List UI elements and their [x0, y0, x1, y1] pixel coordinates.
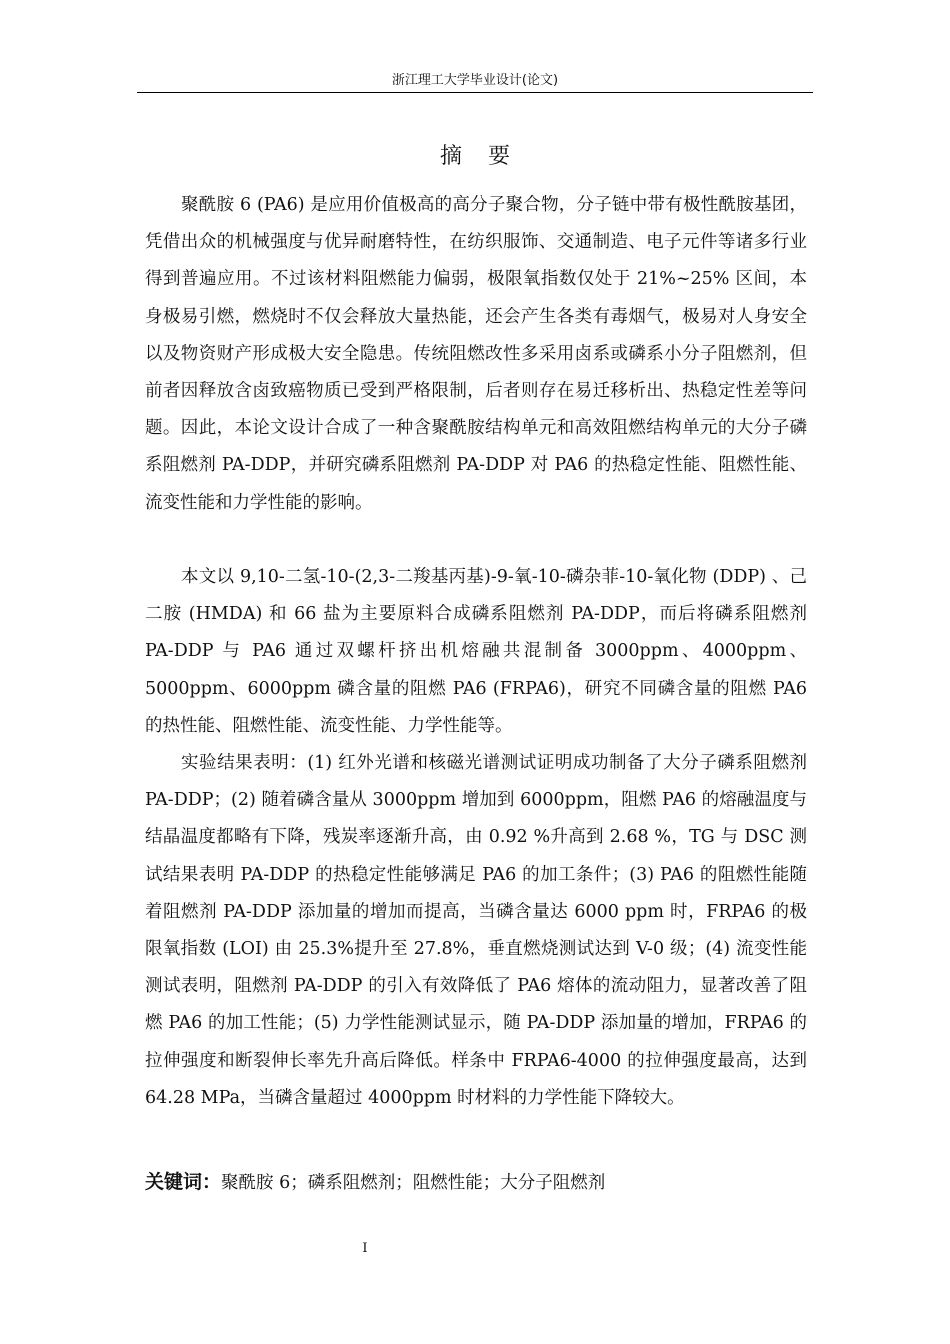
page-header: 浙江理工大学毕业设计(论文)	[391, 73, 559, 88]
header-rule	[137, 92, 813, 93]
abstract-paragraph-3: 实验结果表明：(1) 红外光谱和核磁光谱测试证明成功制备了大分子磷系阻燃剂 PA-DDP；(2) 随着磷含量从 3000ppm 增加到 6000ppm，阻燃 PA6 的熔融温度与结晶温度都略有下降，残炭率逐渐升高，由 0.92 %升高到 2.68 %，TG 与 DSC 测试结果表明 PA-DDP 的热稳定性能够满足 PA6 的加工条件；(3) PA6 的阻燃性能随着阻燃剂 PA-DDP 添加量的增加而提高，当磷含量达 6000 ppm 时，FRPA6 的极限氧指数 (LOI) 由 25.3%提升至 27.8%，垂直燃烧测试达到 V-0 级；(4) 流变性能测试表明，阻燃剂 PA-DDP 的引入有效降低了 PA6 熔体的流动阻力，显著改善了阻燃 PA6 的加工性能；(5) 力学性能测试显示，随 PA-DDP 添加量的增加，FRPA6 的拉伸强度和断裂伸长率先升高后降低。样条中 FRPA6-4000 的拉伸强度最高，达到 64.28 MPa，当磷含量超过 4000ppm 时材料的力学性能下降较大。	[145, 753, 807, 1108]
abstract-paragraph-1: 聚酰胺 6 (PA6) 是应用价值极高的高分子聚合物，分子链中带有极性酰胺基团，凭借出众的机械强度与优异耐磨特性，在纺织服饰、交通制造、电子元件等诸多行业得到普遍应用。不过该材料阻燃能力偏弱，极限氧指数仅处于 21%~25% 区间，本身极易引燃，燃烧时不仅会释放大量热能，还会产生各类有毒烟气，极易对人身安全以及物资财产形成极大安全隐患。传统阻燃改性多采用卤系或磷系小分子阻燃剂，但前者因释放含卤致癌物质已受到严格限制，后者则存在易迁移析出、热稳定性差等问题。因此，本论文设计合成了一种含聚酰胺结构单元和高效阻燃结构单元的大分子磷系阻燃剂 PA-DDP，并研究磷系阻燃剂 PA-DDP 对 PA6 的热稳定性能、阻燃性能、流变性能和力学性能的影响。	[145, 195, 807, 513]
keywords-text: 聚酰胺 6；磷系阻燃剂；阻燃性能；大分子阻燃剂	[221, 1173, 606, 1193]
keywords-line	[145, 1167, 807, 1198]
abstract-paragraph-2: 本文以 9,10-二氢-10-(2,3-二羧基丙基)-9-氧-10-磷杂菲-10-氧化物 (DDP) 、己二胺 (HMDA) 和 66 盐为主要原料合成磷系阻燃剂 PA-DDP，而后将磷系阻燃剂 PA-DDP 与 PA6 通过双螺杆挤出机熔融共混制备 3000ppm、4000ppm、5000ppm、6000ppm 磷含量的阻燃 PA6 (FRPA6)，研究不同磷含量的阻燃 PA6 的热性能、阻燃性能、流变性能、力学性能等。	[145, 567, 807, 736]
keywords-label: 关键词：	[145, 1171, 222, 1193]
page-number: I	[362, 1241, 368, 1256]
abstract-title: 摘要	[439, 143, 536, 169]
